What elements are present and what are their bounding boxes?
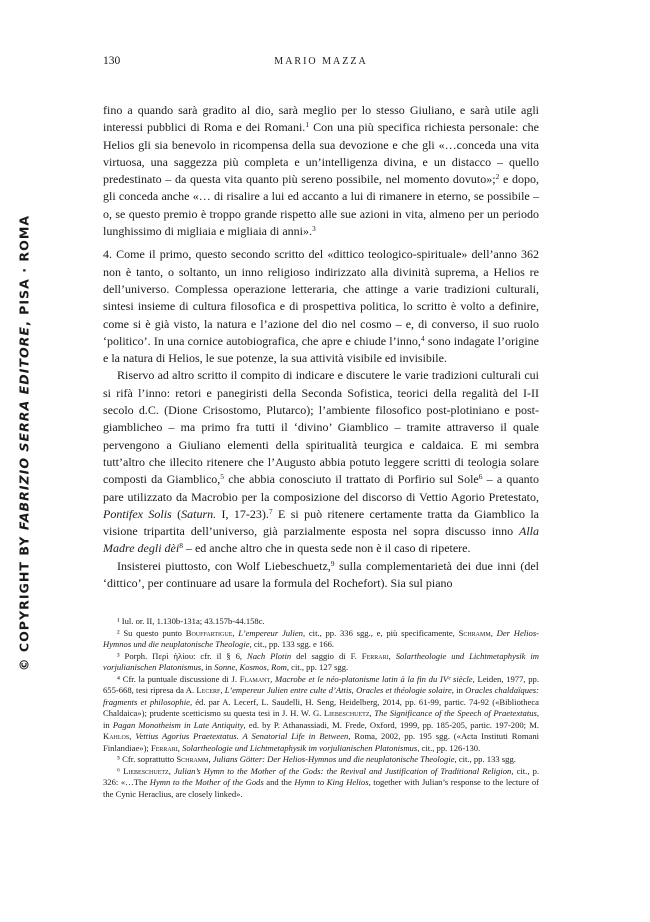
author-name: Bouffartigue — [185, 627, 233, 638]
work-title: Vettius Agorius Praetextatus. A Senatorial Life in Between — [135, 731, 349, 741]
footnote-text: , cit., pp. 336 sgg., e, più specificamente, — [302, 627, 459, 638]
copyright-publisher: FABRIZIO SERRA EDITORE — [16, 326, 32, 531]
author-name: Liebeschuetz — [323, 708, 370, 718]
work-title: L’empereur Julien — [238, 627, 303, 638]
footnote-text: , in — [201, 662, 215, 672]
work-title: The Significance of the Speech of Praetextatus — [374, 708, 537, 718]
copyright-suffix: , PISA · ROMA — [16, 214, 32, 327]
footnote-text: , cit., p. 326: «…The — [103, 765, 540, 787]
footnote-text: ⁶ — [117, 765, 124, 776]
text-run: – ed anche altro che in questa sede non è il caso di ripetere. — [182, 541, 471, 556]
author-name: Kahlos — [103, 731, 130, 741]
footnote-ref: 7 — [268, 506, 273, 516]
footnote-4 — [103, 674, 539, 755]
text-run: Insisterei piuttosto, con Wolf Liebeschuetz, — [117, 558, 331, 573]
footnote-text: ⁴ Cfr. la puntuale discussione di J. — [117, 673, 240, 684]
footnote-text: , — [369, 708, 375, 718]
footnote-6 — [103, 766, 539, 801]
paragraph-3 — [103, 367, 539, 557]
footnote-text: , in — [451, 685, 466, 695]
text-run: Riservo ad altro scritto il compito di indicare e discutere le varie tradizioni culturali cui si rifà l’inno: retori e panegiristi della Seconda Sofistica, teorici della regalità del I-II secolo d.C. (Dione Crisostomo, Plutarco); l’ambiente filosofico post-plotiniano e post-giamblicheo – ma primo fra tutti il ‘divino’ Giamblico – tramite attraverso il quale pervengono a Giuliano elementi della spiritualità teurgica e caldaica. E mi sembra tutt’altro che illecito ritenere che l’Augusto abbia potuto leggere scritti di teologia solare composti da Giamblico, — [103, 368, 539, 487]
text-run: – a quanto pare utilizzato da Macrobio per la composizione del discorso di Vettio Agorio Pretestato, — [103, 472, 539, 504]
work-title: Sonne, Kosmos, Rom — [214, 662, 287, 672]
footnote-text: , cit., pp. 133 sgg. e 166. — [249, 639, 335, 649]
author-name: Ferrari — [361, 650, 389, 661]
work-title: Macrobe et le néo-platonisme latin à la fin du IVᵉ siècle — [275, 673, 473, 684]
italic-title: Pontifex Solis — [103, 506, 172, 521]
text-run: ( — [171, 506, 182, 521]
work-title: Der Helios-Hymnos und die neuplatonische Theologie — [103, 627, 540, 649]
footnote-ref: 6 — [478, 472, 483, 482]
paragraph-1 — [103, 102, 539, 240]
footnote-text: , Leiden, 1977, pp. 655-668, tesi ripresa da A. — [103, 673, 539, 695]
author-name: Schramm — [458, 627, 491, 638]
footnote-text: , éd. par A. Lecerf, L. Saudelli, H. Seng, Heidelberg, 2014, pp. 61-99, partic. 74-92 («Bibliotheca Chaldaica»); prudente scetticismo su questa tesi in J. H. W. G. — [103, 696, 539, 718]
work-title: Solartheologie und Lichtmetaphysik im vorjulianischen Platonismus — [182, 742, 418, 753]
footnote-text: , Roma, 2002, pp. 195 sgg. («Acta Instituti Romani Finlandiae»); — [103, 731, 540, 753]
footnote-ref: 4 — [420, 333, 425, 343]
footnote-text: and the — [263, 777, 295, 787]
work-title: Nach Plotin — [247, 650, 292, 661]
copyright-prefix: © COPYRIGHT BY — [16, 530, 32, 672]
text-run: Con una più specifica richiesta personale: che Helios gli sia benevolo in ricompensa della sua devozione e che gli «…conceda una vita virtuosa, una saggezza più completa e un’intelligenza divina, e un distacco – quello predestinato – da questa vita quanto più sereno possibile, nel momento dovuto»; — [103, 120, 539, 187]
author-name: Schramm — [176, 754, 209, 764]
footnote-3 — [103, 651, 539, 674]
footnote-text: , — [220, 685, 225, 695]
work-title: Julians Götter: Der Helios-Hymnos und die neuplatonische Theologie — [212, 754, 455, 764]
footnote-text: , — [388, 650, 396, 661]
footnote-ref: 2 — [495, 172, 500, 182]
author-name: Liebeschuetz — [123, 765, 169, 776]
footnote-text: ¹ Iul. or. II, 1.130b-131a; 43.157b-44.158c. — [117, 616, 265, 626]
footnote-text: , cit., pp. 133 sgg. — [454, 754, 516, 764]
author-name: Ferrari — [150, 742, 178, 753]
footnote-text: , cit., pp. 126-130. — [417, 742, 481, 753]
footnote-text: , in — [103, 708, 539, 730]
footnote-2 — [103, 628, 539, 651]
footnote-text: del saggio di F. — [291, 650, 362, 661]
footnote-ref: 1 — [305, 120, 310, 130]
text-run: e dopo, gli conceda anche «… di risalire a lui ed accanto a lui di rimanere in eterno, se possibile – o, se questo premio è troppo grande rispetto alle sue azioni in vita, almeno per un periodo lunghissimo di migliaia e migliaia di anni». — [103, 172, 540, 239]
footnote-text: , — [208, 754, 213, 764]
footnote-text: , — [129, 731, 136, 741]
footnote-1 — [103, 616, 539, 628]
footnote-text: , cit., pp. 127 sgg. — [286, 662, 349, 672]
page-number: 130 — [103, 55, 121, 67]
body-text — [103, 102, 539, 592]
paragraph-4 — [103, 558, 539, 593]
text-run: I, 17-23). — [216, 506, 269, 521]
footnote-ref: 5 — [220, 472, 225, 482]
footnote-ref: 8 — [179, 541, 183, 551]
footnote-text: ² Su questo punto — [117, 627, 186, 638]
work-title: Pagan Monotheism in Late Antiquity — [112, 719, 244, 730]
footnote-text: , — [270, 673, 276, 684]
italic-title: Alla Madre degli dèi — [103, 524, 539, 556]
footnote-text: ⁵ Cfr. soprattutto — [117, 754, 177, 764]
running-head: MARIO MAZZA — [274, 56, 368, 67]
page-header — [103, 55, 539, 69]
text-run: 4. Come il primo, questo secondo scritto del «dittico teologico-spirituale» dell’anno 362 non è tanto, o soltanto, un inno religioso indirizzato alla divinità suprema, a Helios re dell’universo. Complessa operazione letteraria, che attinge a varie tradizioni culturali, sintesi insieme di cultura filosofica e di prospettiva politica, lo scritto è volto a definire, come si è già visto, la natura e l’azione del dio nel cosmo – e, di converso, il suo ruolo ‘politico’. In una cornice autobiografica, che apre e chiude l’inno, — [103, 247, 539, 348]
author-name: Flamant — [239, 673, 271, 684]
footnote-text: , ed. by P. Athanassiadi, M. Frede, Oxford, 1999, pp. 185-205, partic. 197-200; M. — [243, 719, 539, 730]
work-title: Hymn to the Mother of the Gods — [149, 777, 264, 787]
paragraph-2 — [103, 246, 539, 367]
footnote-text: ³ Porph. Περὶ ἡλίου: cfr. il § 6, — [117, 650, 248, 661]
work-title: Julian’s Hymn to the Mother of the Gods: the Revival and Justification of Traditional Religion — [173, 765, 512, 776]
footnote-text: , — [177, 742, 183, 753]
author-name: Lecerf — [196, 685, 221, 695]
footnote-text: , together with Julian’s response to the lecture of the Cynic Heraclius, are closely linked». — [103, 777, 539, 799]
footnote-5 — [103, 754, 539, 766]
footnote-text: , — [490, 627, 497, 638]
italic-title: Saturn. — [181, 506, 217, 521]
text-run: che abbia conosciuto il trattato di Porfirio sul Sole — [224, 472, 479, 487]
footnotes — [103, 616, 539, 800]
text-run: sulla complementarietà dei due inni (del ‘dittico’, per continuare ad usare la formula del Rochefort). Sia sul piano — [103, 558, 539, 591]
footnote-ref: 9 — [330, 558, 335, 568]
copyright-notice — [17, 215, 32, 671]
text-run: sono indagate l’origine e la natura di Helios, le sue potenze, la sua attività visibile ed invisibile. — [103, 333, 539, 366]
work-title: L’empereur Julien entre culte d’Attis, Oracles et théologie solaire — [224, 685, 452, 695]
footnote-text: , — [232, 627, 239, 638]
text-run: E si può ritenere certamente tratta da Giamblico la visione tripartita dell’universo, già parzialmente esposta nel sopra discusso inno — [103, 506, 539, 539]
footnote-ref: 3 — [311, 224, 316, 234]
text-run: fino a quando sarà gradito al dio, sarà meglio per lo stesso Giuliano, e sarà utile agli interessi pubblici di Roma e dei Romani. — [103, 103, 539, 135]
footnote-text: , — [168, 765, 174, 776]
work-title: Oracles chaldaïques: fragments et philosophie — [103, 685, 540, 707]
work-title: Hymn to King Helios — [294, 777, 369, 787]
work-title: Solartheologie und Lichtmetaphysik im vorjulianischen Platonismus — [103, 650, 539, 672]
